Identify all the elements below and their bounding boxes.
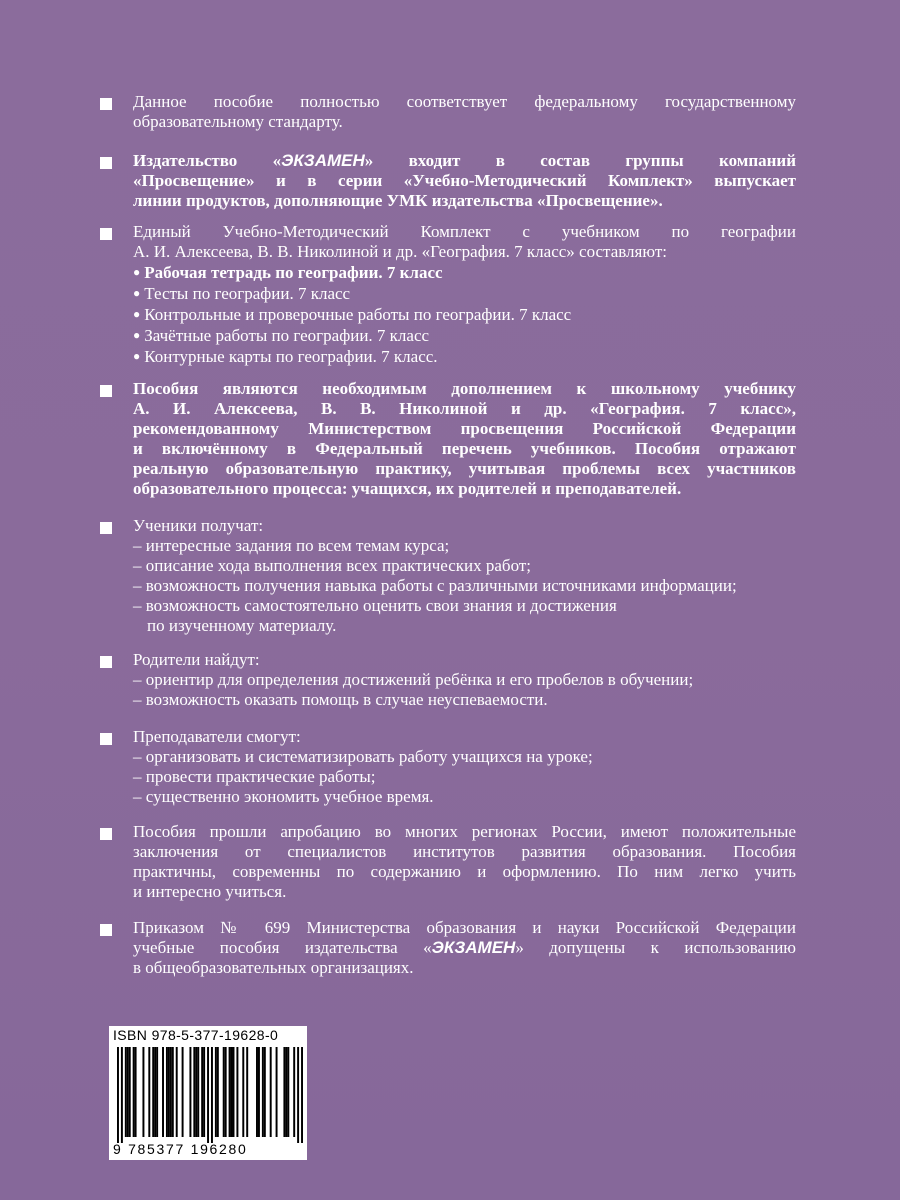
- barcode-bar: [203, 1047, 205, 1137]
- list-item: ● Рабочая тетрадь по географии. 7 класс: [133, 262, 796, 283]
- bullet-square-icon: [100, 385, 112, 397]
- list-item: ● Зачётные работы по географии. 7 класс: [133, 325, 796, 346]
- bullet-square-icon: [100, 98, 112, 110]
- list-item-continuation: по изученному материалу.: [147, 616, 337, 635]
- barcode-bars-icon: [117, 1047, 303, 1143]
- text-line: линии продуктов, дополняющие УМК издательства «Просвещение».: [133, 191, 663, 210]
- barcode-bar: [129, 1047, 131, 1137]
- barcode-bar: [264, 1047, 266, 1137]
- list-item: ● Контурные карты по географии. 7 класс.: [133, 346, 796, 367]
- barcode-bar: [170, 1047, 172, 1137]
- barcode-bar: [135, 1047, 137, 1137]
- text-line: практичны, современны по содержанию и оформлению. По ним легко учить: [133, 862, 796, 881]
- text-line: учебные пособия издательства «ЭКЗАМЕН» допущены к использованию: [133, 938, 796, 957]
- text-line: Данное пособие полностью соответствует федеральному государственному: [133, 92, 796, 111]
- barcode-bar: [258, 1047, 260, 1137]
- section-title: Родители найдут:: [133, 650, 260, 669]
- list-item: – возможность самостоятельно оценить свои знания и достижения: [133, 596, 617, 615]
- text-line: образовательного процесса: учащихся, их родителей и преподавателей.: [133, 479, 682, 498]
- publisher-brand: ЭКЗАМЕН: [281, 151, 365, 170]
- barcode-bar: [256, 1047, 258, 1137]
- publisher-brand: ЭКЗАМЕН: [431, 938, 516, 957]
- bullet-square-icon: [100, 656, 112, 668]
- barcode-bar: [162, 1047, 164, 1137]
- barcode-bar: [293, 1047, 295, 1137]
- text-line: рекомендованному Министерством просвещения Российской Федерации: [133, 419, 796, 438]
- text-line: и включённому в Федеральный перечень учебников. Пособия отражают: [133, 439, 796, 458]
- barcode-bar: [242, 1047, 244, 1137]
- isbn-barcode: [109, 1026, 307, 1160]
- list-item: – провести практические работы;: [133, 767, 376, 786]
- barcode-bar: [166, 1047, 168, 1137]
- paragraph-students: [100, 516, 796, 636]
- barcode-bar: [142, 1047, 144, 1137]
- paragraph-order: [100, 918, 796, 978]
- barcode-bar: [168, 1047, 170, 1137]
- barcode-bar: [156, 1047, 158, 1137]
- paragraph-parents: [100, 650, 796, 710]
- barcode-bar: [223, 1047, 225, 1137]
- barcode-bar: [301, 1047, 303, 1143]
- section-title: Ученики получат:: [133, 516, 264, 535]
- barcode-bar: [197, 1047, 199, 1137]
- barcode-bar: [217, 1047, 219, 1137]
- text-line: и интересно учиться.: [133, 882, 287, 901]
- barcode-bar: [233, 1047, 235, 1137]
- list-item: ● Контрольные и проверочные работы по географии. 7 класс: [133, 304, 796, 325]
- barcode-bar: [125, 1047, 127, 1137]
- bullet-square-icon: [100, 228, 112, 240]
- barcode-bar: [176, 1047, 178, 1137]
- text-line: Приказом № 699 Министерства образования и науки Российской Федерации: [133, 918, 796, 937]
- barcode-bar: [127, 1047, 129, 1137]
- list-item: ● Тесты по географии. 7 класс: [133, 283, 796, 304]
- list-item: – существенно экономить учебное время.: [133, 787, 434, 806]
- barcode-bar: [121, 1047, 123, 1143]
- barcode-bar: [148, 1047, 150, 1137]
- text-line: Пособия являются необходимым дополнением к школьному учебнику: [133, 379, 796, 398]
- text-line: Издательство «ЭКЗАМЕН» входит в состав группы компаний: [133, 151, 797, 170]
- paragraph-teachers: [100, 727, 796, 807]
- list-item: – организовать и систематизировать работу учащихся на уроке;: [133, 747, 593, 766]
- barcode-bar: [154, 1047, 156, 1137]
- bullet-square-icon: [100, 522, 112, 534]
- barcode-bar: [236, 1047, 238, 1137]
- umk-list: [133, 262, 796, 367]
- text-line: в общеобразовательных организациях.: [133, 958, 414, 977]
- barcode-bar: [189, 1047, 191, 1137]
- barcode-bar: [193, 1047, 195, 1137]
- text-line: заключения от специалистов институтов развития образования. Пособия: [133, 842, 796, 861]
- barcode-bar: [182, 1047, 184, 1137]
- list-item: – возможность оказать помощь в случае неуспеваемости.: [133, 690, 548, 709]
- text-line: А. И. Алексеева, В. В. Николиной и др. «География. 7 класс»,: [133, 399, 796, 418]
- barcode-digits: 9 785377 196280: [113, 1141, 248, 1157]
- barcode-bar: [201, 1047, 203, 1137]
- barcode-bar: [215, 1047, 217, 1137]
- barcode-bar: [287, 1047, 289, 1137]
- barcode-bar: [262, 1047, 264, 1137]
- barcode-bar: [211, 1047, 213, 1143]
- paragraph-umk: [100, 222, 796, 367]
- paragraph-approval: [100, 822, 796, 902]
- list-item: – возможность получения навыка работы с различными источниками информации;: [133, 576, 737, 595]
- paragraph-publisher: [100, 151, 796, 211]
- isbn-label: ISBN 978-5-377-19628-0: [113, 1027, 279, 1043]
- bullet-square-icon: [100, 733, 112, 745]
- barcode-bar: [285, 1047, 287, 1137]
- bullet-square-icon: [100, 828, 112, 840]
- list-item: – интересные задания по всем темам курса;: [133, 536, 450, 555]
- text-line: образовательному стандарту.: [133, 112, 343, 131]
- barcode-bar: [225, 1047, 227, 1137]
- section-title: Преподаватели смогут:: [133, 727, 301, 746]
- barcode-bar: [246, 1047, 248, 1137]
- list-item: – ориентир для определения достижений ребёнка и его пробелов в обучении;: [133, 670, 694, 689]
- barcode-bar: [133, 1047, 135, 1137]
- text-line: Единый Учебно-Методический Комплект с учебником по географии: [133, 222, 796, 241]
- text-line: реальную образовательную практику, учитывая проблемы всех участников: [133, 459, 796, 478]
- text-line: А. И. Алексеева, В. В. Николиной и др. «География. 7 класс» составляют:: [133, 242, 667, 261]
- text-line: «Просвещение» и в серии «Учебно-Методический Комплект» выпускает: [133, 171, 796, 190]
- list-item: – описание хода выполнения всех практических работ;: [133, 556, 532, 575]
- barcode-bar: [229, 1047, 231, 1137]
- barcode-bar: [172, 1047, 174, 1137]
- barcode-bar: [152, 1047, 154, 1137]
- barcode-bar: [270, 1047, 272, 1137]
- paragraph-description: [100, 379, 796, 499]
- paragraph-standard: [100, 92, 796, 132]
- bullet-square-icon: [100, 924, 112, 936]
- barcode-bar: [297, 1047, 299, 1143]
- barcode-bar: [276, 1047, 278, 1137]
- bullet-square-icon: [100, 157, 112, 169]
- barcode-bar: [117, 1047, 119, 1143]
- text-line: Пособия прошли апробацию во многих регионах России, имеют положительные: [133, 822, 796, 841]
- barcode-bar: [283, 1047, 285, 1137]
- barcode-bar: [195, 1047, 197, 1137]
- barcode-bar: [231, 1047, 233, 1137]
- barcode-bar: [207, 1047, 209, 1143]
